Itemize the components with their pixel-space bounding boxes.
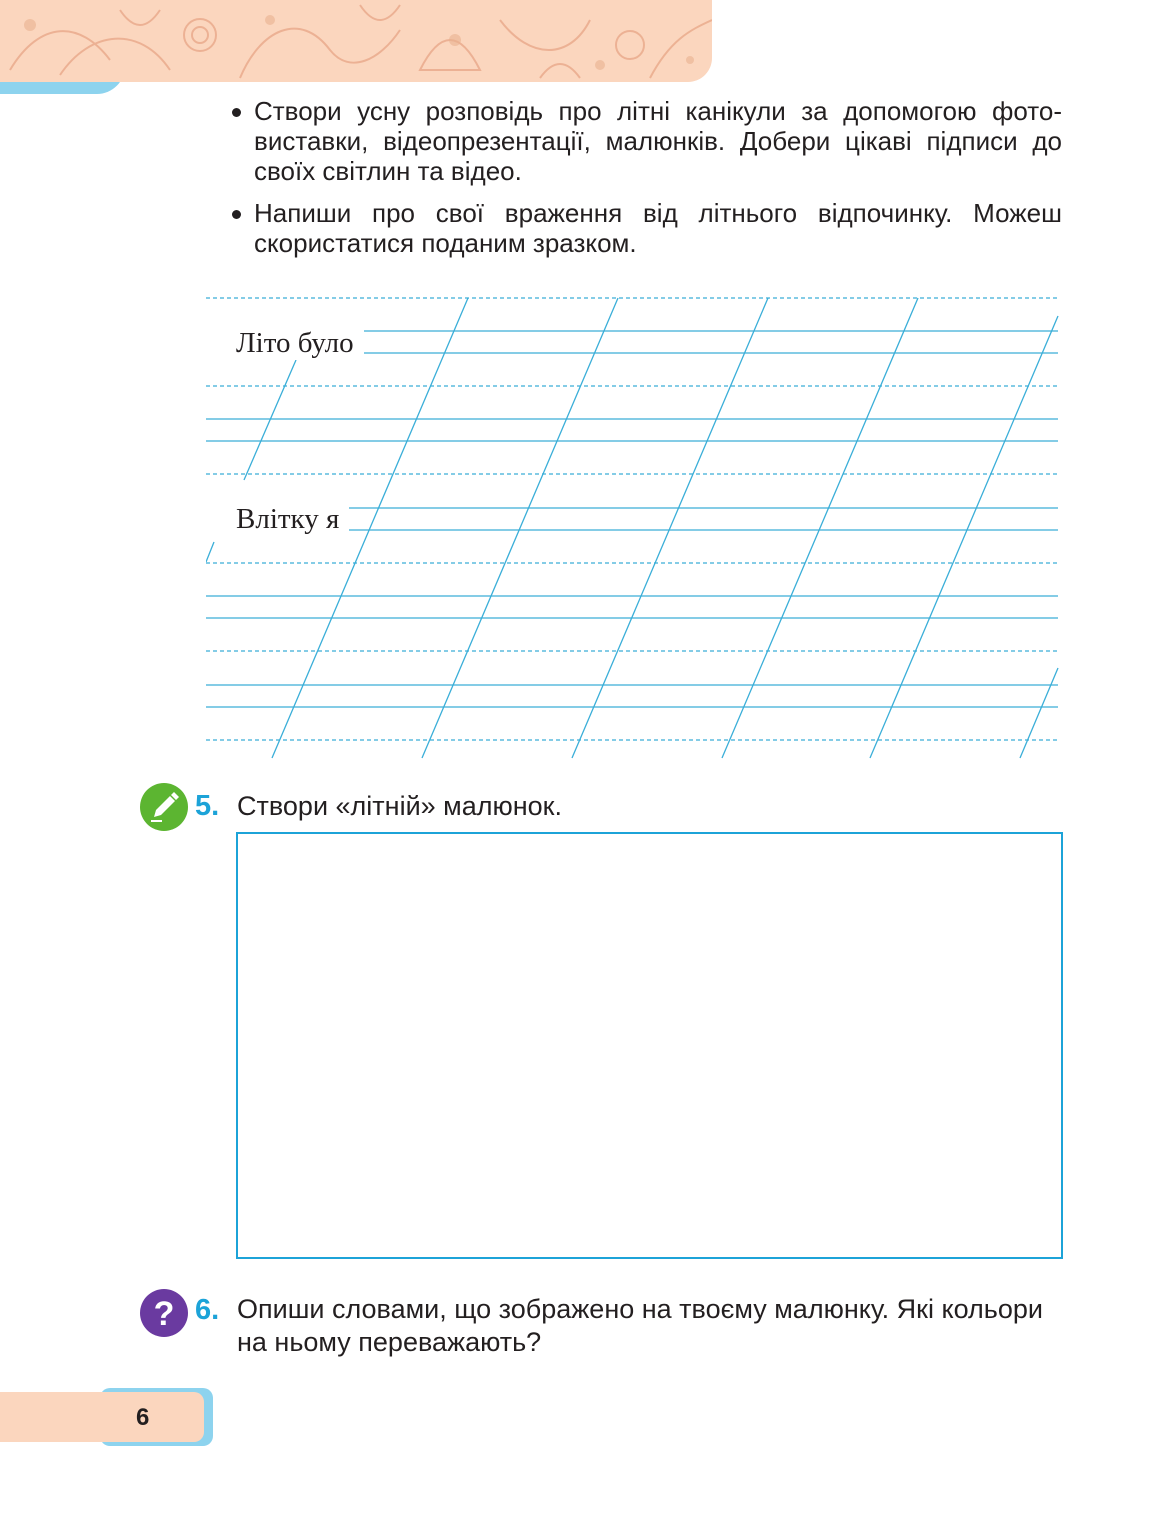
bullet-text-1: Створи усну розповідь про літні канікули за допомогою фотовиставки, відеопрезентації, малюнків. Добери цікаві підписи до своїх світлин та відео. [254,96,1062,186]
page-number: 6 [136,1404,150,1431]
bullet-text-2: Напиши про свої враження від літнього відпочинку. Можеш скористатися поданим зразком. [254,198,1062,258]
page-tab [0,1392,204,1442]
list-item [228,96,1062,186]
task-6-number: 6. [195,1294,220,1326]
pencil-drawing-icon [140,783,188,831]
drawing-frame[interactable] [236,832,1063,1259]
instruction-list [228,96,1062,270]
bullet-icon [232,210,241,219]
task-5-number: 5. [195,790,220,822]
task-6-text: Опиши словами, що зображено на твоєму малюнку. Які кольори на ньому переважають? [237,1294,1043,1357]
bullet-icon [232,108,241,117]
question-mark-icon [140,1289,188,1337]
writing-prompt-1: Літо було [206,326,364,360]
list-item [228,198,1062,258]
svg-text:?: ? [153,1295,175,1333]
header-ornament-banner [0,0,712,82]
writing-prompt-2: Влітку я [206,502,349,536]
task-5-text: Створи «літній» малюнок. [237,791,562,821]
ornament-pattern [0,0,712,82]
handwriting-practice-area[interactable] [206,290,1062,760]
